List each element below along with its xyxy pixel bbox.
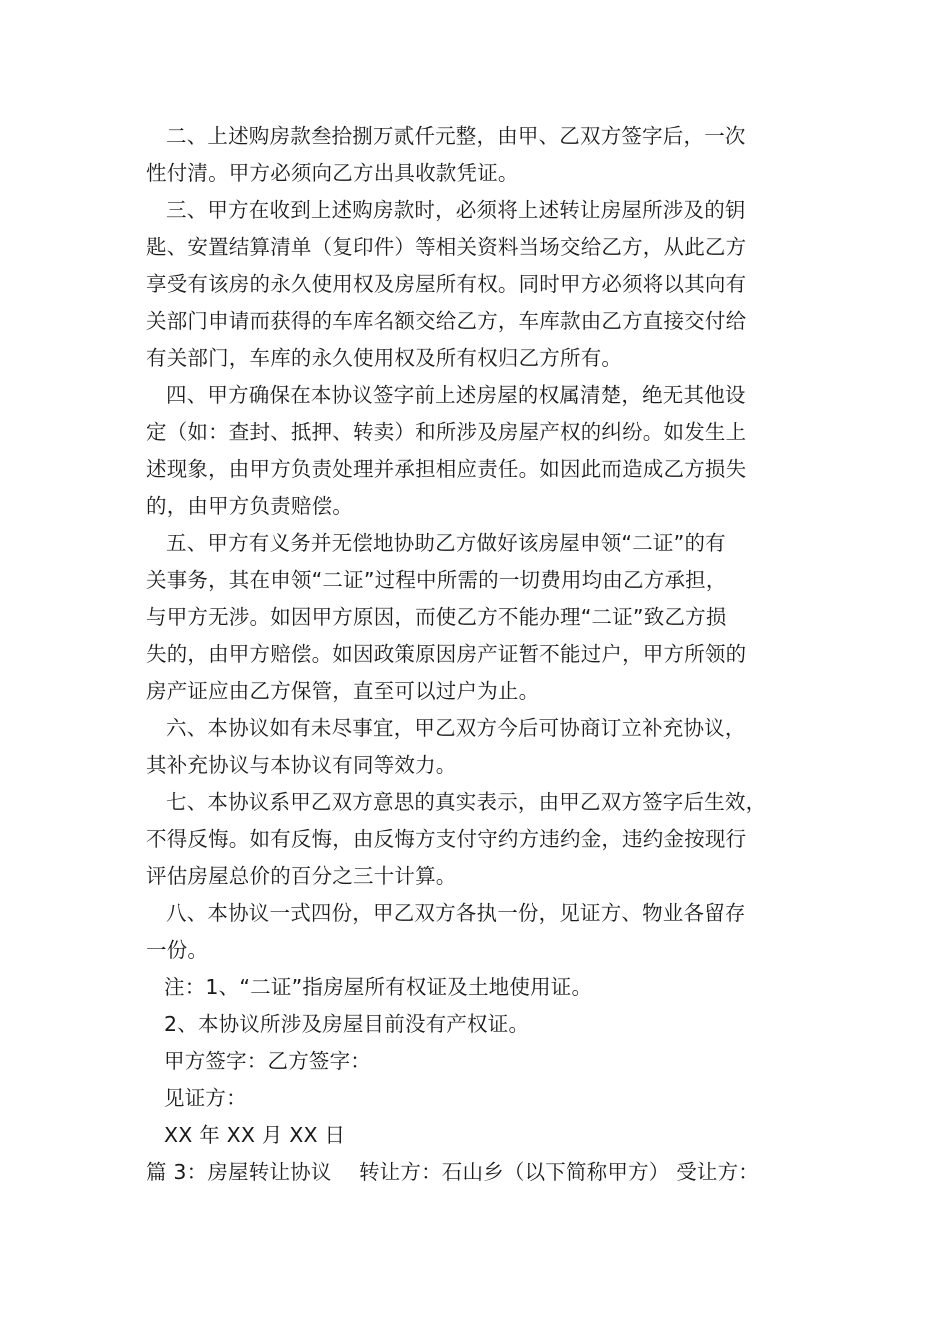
text-line: 不得反悔。如有反悔，由反悔方支付守约方违约金，违约金按现行 bbox=[146, 827, 747, 851]
text-line: 关事务，其在申领“二证”过程中所需的一切费用均由乙方承担， bbox=[146, 568, 727, 592]
text-line: 的，由甲方负责赔偿。 bbox=[146, 494, 353, 518]
text-line: 享受有该房的永久使用权及房屋所有权。同时甲方必须将以其向有 bbox=[146, 272, 747, 296]
text-line: 五、甲方有义务并无偿地协助乙方做好该房屋申领“二证”的有 bbox=[166, 531, 726, 555]
section-heading-line: 篇 3：房屋转让协议 转让方：石山乡（以下简称甲方） 受让方： bbox=[146, 1160, 759, 1184]
signature-line: 甲方签字：乙方签字： bbox=[164, 1049, 371, 1073]
note-line: 2、本协议所涉及房屋目前没有产权证。 bbox=[164, 1012, 530, 1036]
text-line: 二、上述购房款叁拾捌万贰仟元整，由甲、乙双方签字后，一次 bbox=[166, 124, 746, 148]
text-line: 四、甲方确保在本协议签字前上述房屋的权属清楚，绝无其他设 bbox=[166, 383, 746, 407]
text-line: 匙、安置结算清单（复印件）等相关资料当场交给乙方，从此乙方 bbox=[146, 235, 747, 259]
text-line: 性付清。甲方必须向乙方出具收款凭证。 bbox=[146, 161, 519, 185]
document-body bbox=[146, 118, 830, 1191]
text-line: 述现象，由甲方负责处理并承担相应责任。如因此而造成乙方损失 bbox=[146, 457, 747, 481]
text-line: 评估房屋总价的百分之三十计算。 bbox=[146, 864, 457, 888]
text-line: 房产证应由乙方保管，直至可以过户为止。 bbox=[146, 679, 540, 703]
text-line: 三、甲方在收到上述购房款时，必须将上述转让房屋所涉及的钥 bbox=[166, 198, 746, 222]
text-line: 七、本协议系甲乙双方意思的真实表示，由甲乙双方签字后生效， bbox=[166, 790, 767, 814]
text-line: 其补充协议与本协议有同等效力。 bbox=[146, 753, 457, 777]
text-line: 失的，由甲方赔偿。如因政策原因房产证暂不能过户，甲方所领的 bbox=[146, 642, 747, 666]
text-line: 有关部门，车库的永久使用权及所有权归乙方所有。 bbox=[146, 346, 623, 370]
text-line: 与甲方无涉。如因甲方原因，而使乙方不能办理“二证”致乙方损 bbox=[146, 605, 727, 629]
text-line: 六、本协议如有未尽事宜，甲乙双方今后可协商订立补充协议， bbox=[166, 716, 746, 740]
date-line: XX 年 XX 月 XX 日 bbox=[164, 1123, 346, 1147]
text-line: 关部门申请而获得的车库名额交给乙方，车库款由乙方直接交付给 bbox=[146, 309, 747, 333]
note-line: 注：1、“二证”指房屋所有权证及土地使用证。 bbox=[164, 975, 593, 999]
text-line: 八、本协议一式四份，甲乙双方各执一份，见证方、物业各留存 bbox=[166, 901, 746, 925]
text-line: 定（如：查封、抵押、转卖）和所涉及房屋产权的纠纷。如发生上 bbox=[146, 420, 747, 444]
text-line: 一份。 bbox=[146, 938, 209, 962]
witness-line: 见证方： bbox=[164, 1086, 247, 1110]
